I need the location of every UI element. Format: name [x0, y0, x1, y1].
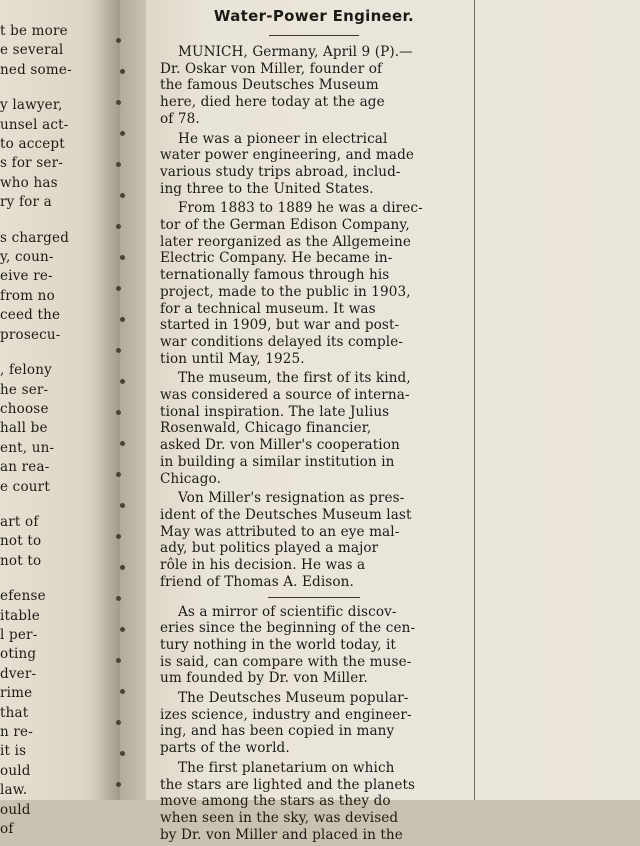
stitch-mark: [120, 751, 125, 756]
text-line: for a technical museum. It was: [160, 300, 376, 317]
text-line: eries since the beginning of the cen-: [160, 620, 416, 637]
stitch-mark: [116, 782, 121, 787]
text-line: from no: [0, 287, 55, 304]
text-line: prosecu-: [0, 326, 61, 343]
text-line: The museum, the first of its kind,: [178, 370, 411, 387]
article-body-upper: [160, 44, 468, 591]
stitch-mark: [116, 658, 121, 663]
text-line: asked Dr. von Miller's cooperation: [160, 437, 400, 454]
text-line: project, made to the public in 1903,: [160, 283, 411, 300]
stitch-mark: [120, 441, 125, 446]
stitch-mark: [120, 131, 125, 136]
column-rule: [474, 0, 475, 800]
stitch-mark: [120, 689, 125, 694]
text-line: he ser-: [0, 381, 49, 398]
stitch-mark: [116, 410, 121, 415]
text-line: rime: [0, 685, 33, 702]
text-line: ould: [0, 801, 31, 818]
text-line: MUNICH, Germany, April 9 (P).—: [178, 44, 413, 60]
stitch-mark: [120, 565, 125, 570]
text-line: unsel act-: [0, 116, 69, 133]
text-line: Electric Company. He became in-: [160, 250, 393, 267]
text-line: when seen in the sky, was devised: [160, 809, 399, 826]
text-line: As a mirror of scientific discov-: [178, 603, 397, 620]
paragraph: [160, 604, 468, 688]
text-line: l per-: [0, 626, 38, 643]
paragraph: [160, 131, 468, 198]
text-line: it is: [0, 743, 27, 760]
stitch-mark: [116, 38, 121, 43]
text-line: ing three to the United States.: [160, 180, 374, 197]
text-line: ry for a: [0, 194, 52, 211]
text-line: The Deutsches Museum popular-: [178, 690, 409, 707]
stitch-mark: [116, 162, 121, 167]
text-line: ould: [0, 762, 31, 779]
text-line: was considered a source of interna-: [160, 387, 410, 404]
stitch-mark: [120, 627, 125, 632]
text-line: ternationally famous through his: [160, 267, 390, 284]
text-line: dver-: [0, 665, 37, 682]
text-line: friend of Thomas A. Edison.: [160, 573, 354, 590]
stitch-mark: [116, 286, 121, 291]
text-line: efense: [0, 588, 46, 605]
text-line: eive re-: [0, 268, 53, 285]
text-line: s charged: [0, 229, 70, 246]
text-line: ned some-: [0, 61, 72, 78]
text-line: ady, but politics played a major: [160, 540, 379, 557]
paragraph-gap: [0, 345, 80, 361]
text-line: t be more: [0, 23, 68, 39]
text-line: is said, can compare with the muse-: [160, 653, 412, 670]
paragraph: [160, 760, 468, 844]
text-line: to accept: [0, 136, 65, 153]
text-line: later reorganized as the Allgemeine: [160, 233, 411, 250]
stitch-mark: [116, 224, 121, 229]
text-line: by Dr. von Miller and placed in the: [160, 826, 403, 843]
text-line: Dr. Oskar von Miller, founder of: [160, 60, 383, 77]
text-line: of 78.: [160, 110, 200, 127]
text-line: various study trips abroad, includ-: [160, 163, 401, 180]
paragraph: [160, 690, 468, 757]
text-line: izes science, industry and engineer-: [160, 706, 412, 723]
paragraph: [160, 490, 468, 590]
stitch-mark: [116, 348, 121, 353]
stitch-mark: [120, 503, 125, 508]
paragraph-gap: [0, 213, 80, 229]
paragraph: [160, 200, 468, 367]
stitch-mark: [116, 596, 121, 601]
text-line: not to: [0, 552, 42, 569]
text-line: water power engineering, and made: [160, 147, 415, 164]
text-line: The first planetarium on which: [178, 759, 395, 776]
text-line: parts of the world.: [160, 740, 290, 757]
text-line: ceed the: [0, 307, 61, 324]
text-line: e court: [0, 478, 50, 495]
text-line: not to: [0, 533, 42, 550]
text-line: in building a similar institution in: [160, 453, 395, 470]
text-line: e several: [0, 42, 64, 59]
article-headline: Water-Power Engineer.: [213, 7, 415, 25]
text-line: Chicago.: [160, 470, 221, 487]
article-water-power-engineer: [160, 0, 468, 846]
paragraph-gap: [0, 80, 80, 96]
stitch-mark: [116, 720, 121, 725]
left-column-text: [0, 22, 80, 839]
text-line: rôle in his decision. He was a: [160, 557, 366, 574]
text-line: oting: [0, 646, 37, 663]
text-line: started in 1909, but war and post-: [160, 317, 400, 334]
stitch-mark: [120, 255, 125, 260]
text-line: law.: [0, 782, 28, 799]
text-line: the stars are lighted and the planets: [160, 776, 416, 793]
text-line: ident of the Deutsches Museum last: [160, 506, 412, 523]
text-line: Rosenwald, Chicago financier,: [160, 420, 372, 437]
text-line: move among the stars as they do: [160, 793, 391, 810]
headline-rule: [269, 35, 359, 36]
text-line: Von Miller's resignation as pres-: [178, 490, 405, 507]
article-body-lower: [160, 604, 468, 844]
text-line: ing, and has been copied in many: [160, 723, 395, 740]
page-gutter: [96, 0, 146, 800]
text-line: here, died here today at the age: [160, 94, 385, 111]
stitch-mark: [116, 472, 121, 477]
text-line: ent, un-: [0, 439, 55, 456]
paragraph-gap: [0, 571, 80, 587]
text-line: tor of the German Edison Company,: [160, 217, 410, 234]
text-line: um founded by Dr. von Miller.: [160, 670, 368, 687]
text-line: May was attributed to an eye mal-: [160, 523, 400, 540]
text-line: tion until May, 1925.: [160, 350, 305, 367]
stitch-mark: [120, 379, 125, 384]
text-line: n re-: [0, 724, 33, 740]
text-line: tional inspiration. The late Julius: [160, 403, 390, 420]
text-line: , felony: [0, 362, 52, 379]
text-line: art of: [0, 513, 39, 530]
stitch-mark: [120, 69, 125, 74]
paragraph: [160, 370, 468, 487]
text-line: itable: [0, 607, 40, 624]
stitch-mark: [116, 534, 121, 539]
text-line: He was a pioneer in electrical: [178, 130, 388, 147]
text-line: tury nothing in the world today, it: [160, 636, 396, 653]
section-rule: [268, 597, 360, 598]
text-line: s for ser-: [0, 155, 64, 172]
text-line: choose: [0, 400, 49, 417]
stitch-mark: [116, 100, 121, 105]
text-line: From 1883 to 1889 he was a direc-: [178, 200, 423, 217]
text-line: who has: [0, 174, 58, 191]
text-line: y lawyer,: [0, 97, 63, 114]
stitch-mark: [120, 193, 125, 198]
paragraph-gap: [0, 497, 80, 513]
text-line: the famous Deutsches Museum: [160, 77, 379, 94]
paragraph: [160, 44, 468, 128]
text-line: y, coun-: [0, 249, 54, 266]
text-line: of: [0, 821, 14, 838]
text-line: hall be: [0, 420, 48, 437]
text-line: an rea-: [0, 459, 50, 476]
text-line: that: [0, 704, 29, 721]
text-line: war conditions delayed its comple-: [160, 333, 404, 350]
stitch-mark: [120, 317, 125, 322]
